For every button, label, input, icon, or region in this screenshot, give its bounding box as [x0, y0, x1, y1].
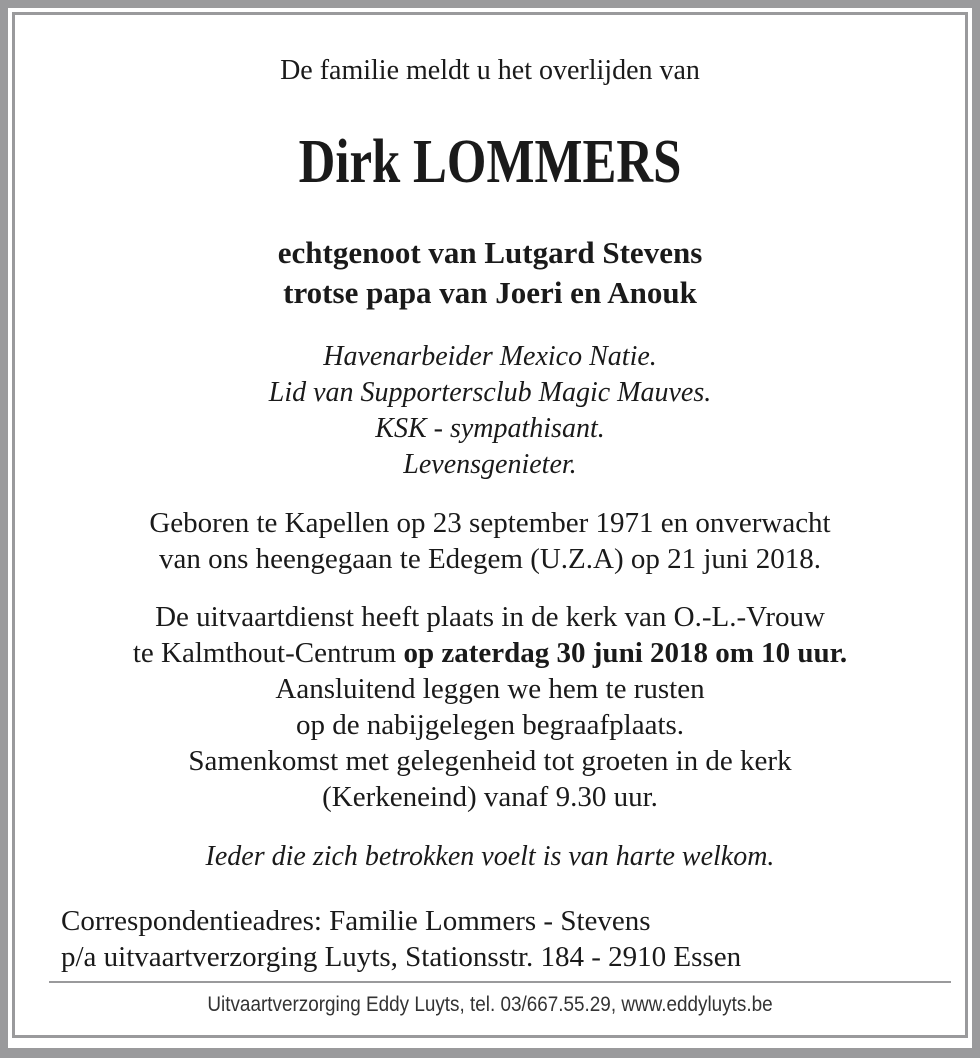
- correspondence-line: p/a uitvaartverzorging Luyts, Stationsstr. 184 - 2910 Essen: [61, 941, 742, 973]
- service-line-date: [15, 637, 965, 670]
- trait: Lid van Supportersclub Magic Mauves.: [268, 377, 712, 408]
- footer-contact: Uitvaartverzorging Eddy Luyts, tel. 03/667.55.29, www.eddyluyts.be: [207, 993, 773, 1016]
- birth-line: van ons heengegaan te Edegem (U.Z.A) op 21 juni 2018.: [159, 543, 821, 575]
- correspondence-line: Correspondentieadres: Familie Lommers - Stevens: [61, 905, 651, 937]
- intro-text: De familie meldt u het overlijden van: [280, 55, 700, 86]
- page: [8, 8, 972, 1048]
- birth-line: Geboren te Kapellen op 23 september 1971 en onverwacht: [149, 507, 831, 539]
- deceased-name: Dirk LOMMERS: [298, 128, 682, 196]
- service-line: De uitvaartdienst heeft plaats in de kerk van O.-L.-Vrouw: [155, 601, 825, 633]
- trait: Levensgenieter.: [403, 449, 577, 480]
- notice-frame: [12, 12, 968, 1038]
- divider: [49, 981, 951, 983]
- service-date: op zaterdag 30 juni 2018 om 10 uur.: [403, 637, 848, 669]
- service-line: Samenkomst met gelegenheid tot groeten in de kerk: [188, 745, 792, 777]
- welcome-text: Ieder die zich betrokken voelt is van harte welkom.: [205, 841, 775, 872]
- service-line: Aansluitend leggen we hem te rusten: [275, 673, 705, 705]
- relation-children: trotse papa van Joeri en Anouk: [283, 275, 697, 310]
- trait: KSK - sympathisant.: [375, 413, 605, 444]
- trait: Havenarbeider Mexico Natie.: [323, 341, 657, 372]
- service-line: (Kerkeneind) vanaf 9.30 uur.: [322, 781, 658, 813]
- service-place: te Kalmthout-Centrum: [132, 637, 404, 669]
- relation-spouse: echtgenoot van Lutgard Stevens: [277, 235, 703, 270]
- service-line: op de nabijgelegen begraafplaats.: [295, 709, 685, 741]
